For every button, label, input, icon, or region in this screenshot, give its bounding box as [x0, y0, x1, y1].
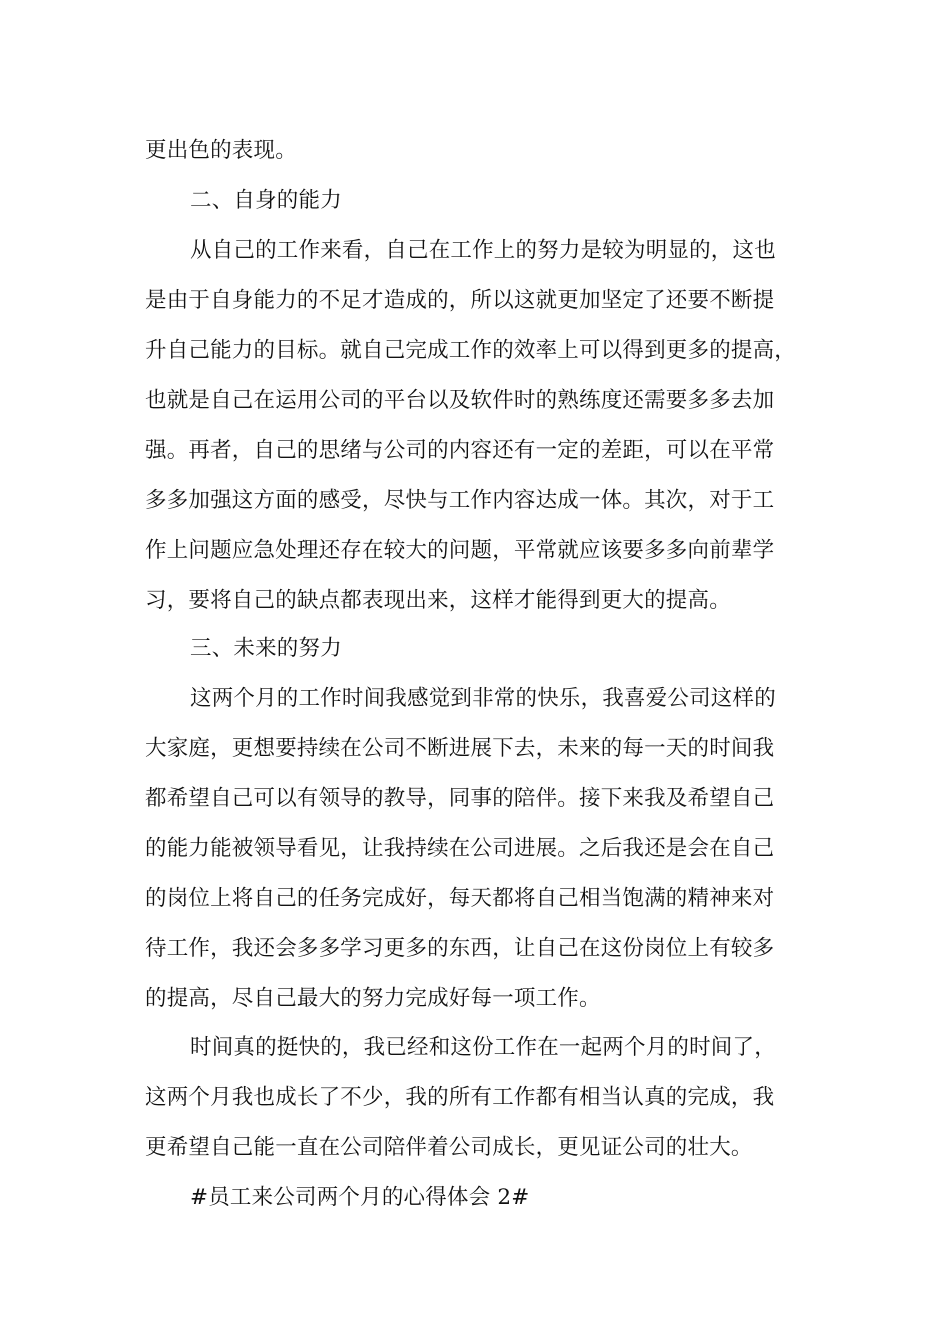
text-line: 强。再者，自己的思绪与公司的内容还有一定的差距，可以在平常: [145, 438, 775, 463]
text-line: 时间真的挺快的，我已经和这份工作在一起两个月的时间了，: [190, 1035, 776, 1060]
text-line: 更出色的表现。: [145, 138, 297, 163]
text-line: 更希望自己能一直在公司陪伴着公司成长，更见证公司的壮大。: [145, 1135, 753, 1160]
text-line: 都希望自己可以有领导的教导，同事的陪伴。接下来我及希望自己: [145, 786, 775, 811]
text-line: 的提高，尽自己最大的努力完成好每一项工作。: [145, 986, 601, 1011]
section-heading: 三、未来的努力: [190, 636, 342, 661]
text-line: 也就是自己在运用公司的平台以及软件时的熟练度还需要多多去加: [145, 388, 775, 413]
text-line: 这两个月我也成长了不少，我的所有工作都有相当认真的完成，我: [145, 1085, 775, 1110]
text-line: 是由于自身能力的不足才造成的，所以这就更加坚定了还要不断提: [145, 288, 775, 313]
text-line: 作上问题应急处理还存在较大的问题，平常就应该要多多向前辈学: [145, 538, 775, 563]
text-line: 的能力能被领导看见，让我持续在公司进展。之后我还是会在自己: [145, 836, 775, 861]
text-line: 这两个月的工作时间我感觉到非常的快乐，我喜爱公司这样的: [190, 686, 776, 711]
text-line: 多多加强这方面的感受，尽快与工作内容达成一体。其次，对于工: [145, 488, 775, 513]
text-line: 习，要将自己的缺点都表现出来，这样才能得到更大的提高。: [145, 588, 731, 613]
text-line: 升自己能力的目标。就自己完成工作的效率上可以得到更多的提高，: [145, 338, 797, 363]
section-heading: 二、自身的能力: [190, 188, 342, 213]
section-title: #员工来公司两个月的心得体会 2#: [190, 1185, 530, 1210]
text-line: 大家庭，更想要持续在公司不断进展下去，未来的每一天的时间我: [145, 736, 775, 761]
text-line: 待工作，我还会多多学习更多的东西，让自己在这份岗位上有较多: [145, 936, 775, 961]
text-line: 的岗位上将自己的任务完成好，每天都将自己相当饱满的精神来对: [145, 886, 775, 911]
text-line: 从自己的工作来看，自己在工作上的努力是较为明显的，这也: [190, 238, 776, 263]
